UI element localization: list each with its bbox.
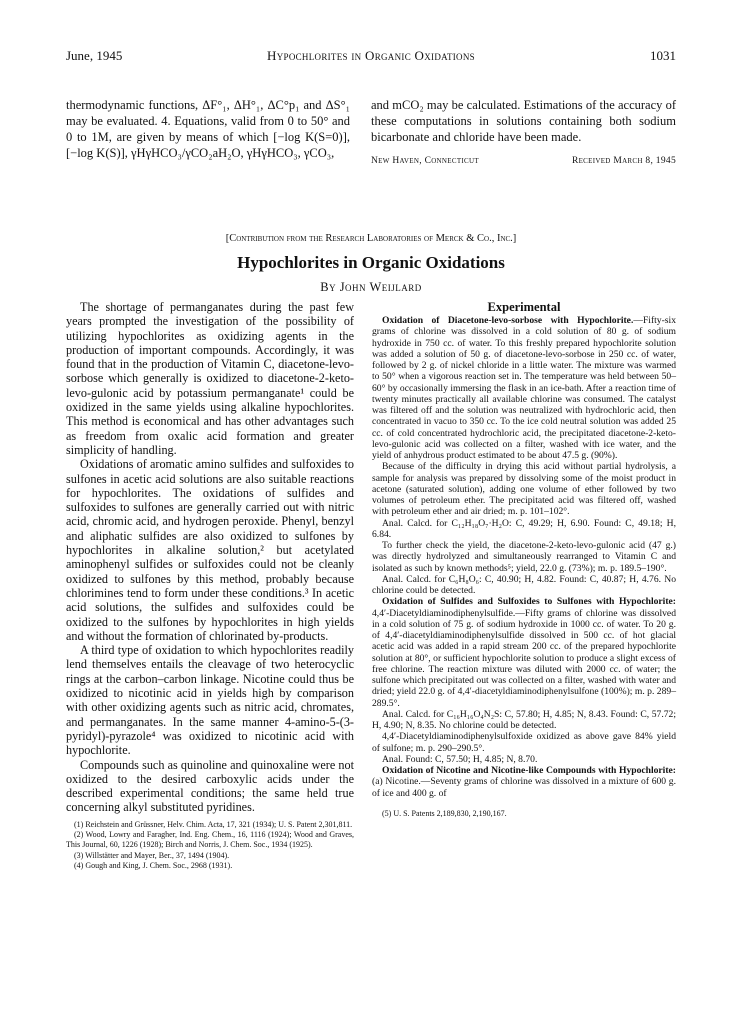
place: New Haven, Connecticut [371, 156, 479, 166]
running-header [66, 48, 676, 66]
analysis-line: Anal. Found: C, 57.50; H, 4.85; N, 8.70. [382, 753, 538, 765]
received-date: Received March 8, 1945 [571, 156, 676, 166]
paragraph: 4,4′-Diacetyldiaminodiphenylsulfoxide oxidized as above gave 84% yield of sulfone; m. p. 290–290.5°. [372, 731, 676, 754]
contribution-line: [Contribution from the Research Laboratories of Merck & Co., Inc.] [225, 233, 517, 244]
previous-article-left: thermodynamic functions, ΔF°₁, ΔH°₁, ΔC°p₁ and ΔS°₁ may be evaluated. 4. Equations, valid from 0 to 50° and 0 to 1M, are given by means of which [−log K(S=0)], [−log K(S)], γHγHCO₃/γCO₂aH₂O, γHγHCO₃, γCO₃, [66, 98, 350, 160]
paragraph [372, 596, 676, 709]
footnote: (1) Reichstein and Grüssner, Helv. Chim. Acta, 17, 321 (1934); U. S. Patent 2,301,811. [74, 819, 353, 829]
subsection-heading: Oxidation of Diacetone-levo-sorbose with Hypochlorite. [382, 315, 634, 326]
footnote: (4) Gough and King, J. Chem. Soc., 2968 (1931). [74, 860, 233, 870]
footnote: (2) Wood, Lowry and Faragher, Ind. Eng. Chem., 16, 1116 (1924); Wood and Graves, This Journal, 60, 1226 (1928); Birch and Norris, J. Chem. Soc., 1934 (1925). [66, 829, 354, 850]
article-title: Hypochlorites in Organic Oxidations [237, 253, 505, 272]
analysis-line: Anal. Calcd. for C₆H₈O₆: C, 40.90; H, 4.82. Found: C, 40.87; H, 4.76. No chlorine could be detected. [372, 573, 676, 596]
previous-article-text: and mCO₂ may be calculated. Estimations of the accuracy of these computations in solutions containing both sodium bicarbonate and chloride have been made. [371, 98, 676, 144]
footnote: (3) Willstätter and Mayer, Ber., 37, 1494 (1904). [74, 850, 230, 860]
subsection-heading: Oxidation of Sulfides and Sulfoxides to Sulfones with Hypochlorite: [382, 596, 676, 608]
right-column [372, 300, 676, 819]
footnotes [66, 820, 354, 871]
paragraph: Compounds such as quinoline and quinoxaline were not oxidized to the desired carboxylic acids under the described experimental conditions; the same held true concerning alkyl substituted pyridines. [66, 757, 354, 815]
previous-article-right [371, 97, 676, 169]
paragraph: A third type of oxidation to which hypochlorites readily lend themselves entails the cleavage of two heterocyclic rings at the carbon–carbon linkage. Nicotine could thus be oxidized to nicotinic acid in yields high by comparison with other oxidizing agents such as nitric acid, chromates, and permanganates. In the same manner 4-amino-5-(3-pyridyl)-pyrazole⁴ was oxidized to nicotinic acid with hypochlorite. [66, 643, 354, 758]
paragraph: The shortage of permanganates during the past few years prompted the investigation of the possibility of utilizing hypochlorites as oxidizing agents in the production of important compounds. Accordingly, it was found that in the production of Vitamin C, diacetone-levo-sorbose which generally is oxidized to diacetone-2-keto-levo-gulonic acid by potassium permanganate¹ could be oxidized in the same yields using alkaline hypochlorites. This method is economical and has other advantages such as freedom from oxalic acid formation and greater simplicity of handling. [66, 300, 354, 457]
paragraph-text: 4,4′-Diacetyldiaminodiphenylsulfide.—Fifty grams of chlorine was dissolved in a cold solution of 75 g. of sodium hydroxide in 1000 cc. of water. To 20 g. of 4,4′-diacetyldiaminodiphenylsulfide dissolved in 500 cc. of hot glacial acetic acid was added in a rapid stream 200 cc. of the prepared hypochlorite solution at 80°, or sufficient hypochlorite solution to produce a slight excess of free chlorine. The reaction mixture was diluted with 2000 cc. of water; the sulfone which precipitated out was collected on a filter, washed with water and dried; yield 22.0 g. of 4,4′-diacetyldiaminodiphenylsulfone (100%); m. p. 289–289.5°. [372, 607, 676, 709]
subsection-heading: Oxidation of Nicotine and Nicotine-like Compounds with Hypochlorite: [382, 765, 676, 776]
header-date: June, 1945 [66, 48, 123, 63]
previous-article-footer [371, 153, 676, 169]
author-line: By John Weijlard [320, 280, 422, 294]
analysis-line: Anal. Calcd. for C₁₆H₁₆O₄N₂S: C, 57.80; H, 4.85; N, 8.43. Found: C, 57.72; H, 4.90; N, 8.35. No chlorine could be detected. [372, 708, 676, 731]
paragraph: To further check the yield, the diacetone-2-keto-levo-gulonic acid (47 g.) was directly hydrolyzed and simultaneously rearranged to Vitamin C and isolated as such by known methods⁵; yield, 22.0 g. (73%); m. p. 189.5–190°. [372, 540, 676, 574]
footnote: (5) U. S. Patents 2,189,830, 2,190,167. [382, 808, 507, 818]
paragraph [372, 315, 676, 461]
paragraph [372, 765, 676, 799]
analysis-line: Anal. Calcd. for C₁₂H₁₈O₇·H₂O: C, 49.29; H, 6.90. Found: C, 49.18; H, 6.84. [372, 517, 676, 540]
header-title: Hypochlorites in Organic Oxidations [267, 48, 475, 63]
section-heading: Experimental [487, 300, 561, 314]
paragraph: Because of the difficulty in drying this acid without partial hydrolysis, a sample for analysis was prepared by dissolving some of the moist product in acetone (saturated solution), adding one volume of ether followed by two volumes of petroleum ether. The precipitated acid was filtered off, washed with petroleum ether and air dried; m. p. 101–102°. [372, 461, 676, 518]
paragraph: Oxidations of aromatic amino sulfides and sulfoxides to sulfones in acetic acid solutions are also suitable reactions for hypochlorites. The oxidations of sulfides and sulfoxides to sulfones are generally carried out with nitric acid, chromic acid, and hydrogen peroxide. Phenyl, benzyl and aliphatic sulfides are also oxidized to sulfones by hypochlorites in alkaline solution,² but acetylated aminophenyl sulfides or sulfoxides could not be cleanly oxidized to sulfones by this method, probably because chlorimines tend to form under these conditions.³ In acetic acid solutions, the sulfides and sulfoxides could be oxidized to the sulfones by hypochlorites in high yields and without the formation of chlorinated by-products. [66, 457, 354, 643]
paragraph-text: —Fifty-six grams of chlorine was dissolved in a cold solution of 80 g. of sodium hydroxide in 750 cc. of water. To this freshly prepared hypochlorite solution was added a solution of 50 g. of diacetone-levo-sorbose in 250 cc. of water, followed by 2 g. of nickel chloride in a little water. The mixture was warmed to 50° when a vigorous reaction set in. The temperature was held between 50–60° by occasionally immersing the flask in an ice-bath. After a reaction time of twenty minutes practically all available chlorine was consumed. The catalyst was filtered off and the solution was neutralized with hydrochloric acid, then concentrated in vacuo to 350 cc. To the ice cold neutral solution was added 25 cc. of cold concentrated hydrochloric acid, the precipitated diacetone-2-keto-levo-gulonic acid was collected on a filter, washed with ice water, and the yield of anhydrous product estimated to be about 47.5 g. (90%). [372, 315, 676, 461]
left-column [66, 300, 354, 871]
paragraph-text: (a) Nicotine.—Seventy grams of chlorine was dissolved in a mixture of 600 g. of ice and 400 g. of [372, 776, 676, 799]
page-number: 1031 [650, 48, 676, 63]
